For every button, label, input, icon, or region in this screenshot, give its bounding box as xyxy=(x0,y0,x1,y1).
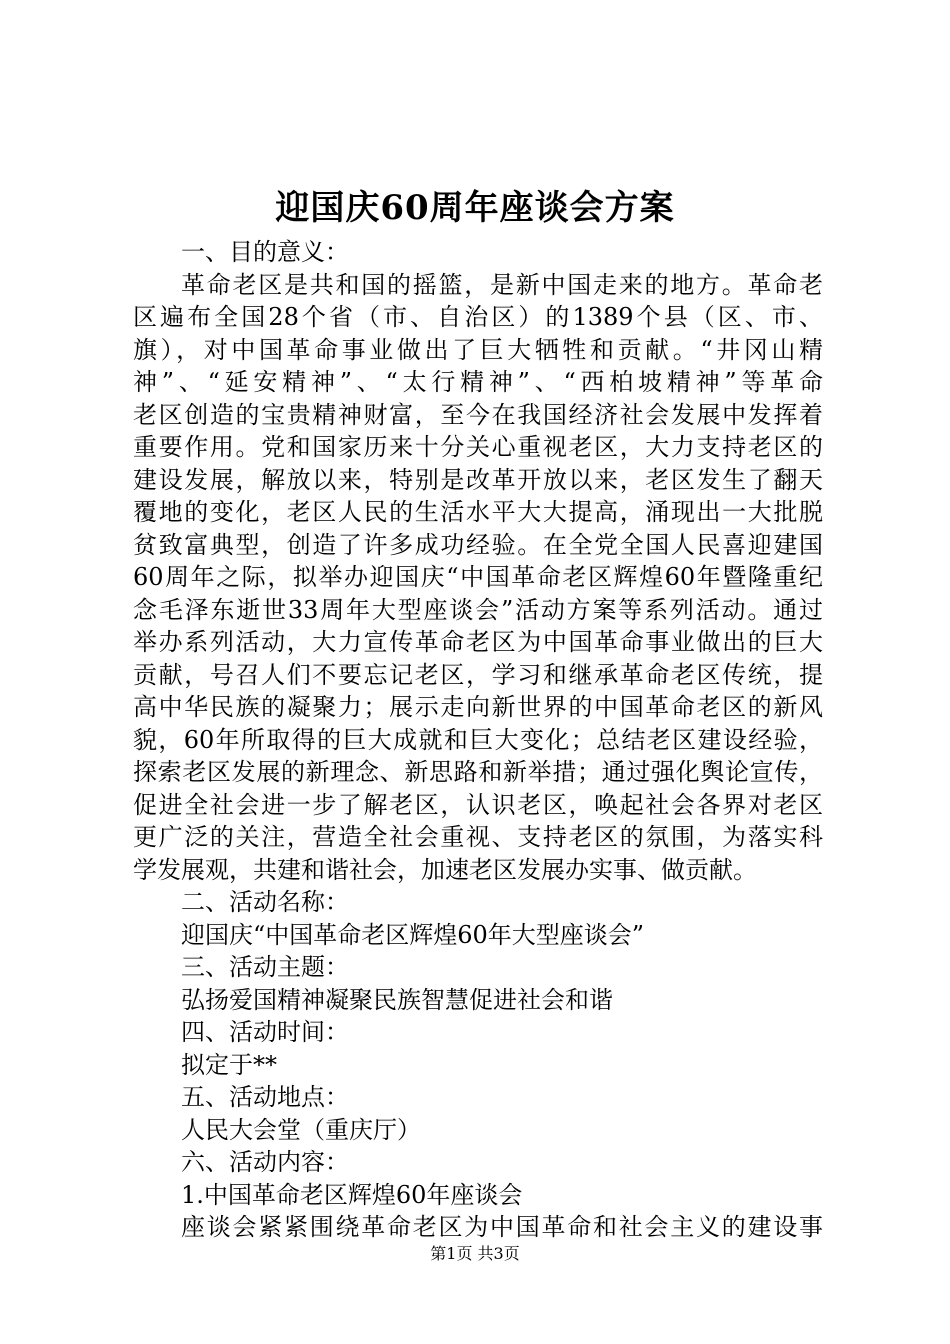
text-line: 神”、“延安精神”、“太行精神”、“西柏坡精神”等革命 xyxy=(133,368,823,396)
text-line: 贡献，号召人们不要忘记老区，学习和继承革命老区传统，提 xyxy=(133,660,823,689)
page-footer: 第1页 共3页 xyxy=(430,1244,520,1263)
text-line: 一、目的意义： xyxy=(181,238,349,266)
text-line: 念毛泽东逝世33周年大型座谈会”活动方案等系列活动。通过 xyxy=(133,595,823,624)
text-line: 区遍布全国28个省（市、自治区）的1389个县（区、市、 xyxy=(133,303,823,331)
text-line: 三、活动主题： xyxy=(181,953,349,981)
text-line: 旗），对中国革命事业做出了巨大牺牲和贡献。“井冈山精 xyxy=(133,335,823,364)
text-line: 学发展观，共建和谐社会，加速老区发展办实事、做贡献。 xyxy=(133,855,757,884)
text-line: 60周年之际，拟举办迎国庆“中国革命老区辉煌60年暨隆重纪 xyxy=(133,563,823,591)
text-line: 1.中国革命老区辉煌60年座谈会 xyxy=(181,1180,523,1209)
text-line: 貌，60年所取得的巨大成就和巨大变化；总结老区建设经验， xyxy=(133,725,823,754)
text-line: 覆地的变化，老区人民的生活水平大大提高，涌现出一大批脱 xyxy=(133,498,823,526)
text-line: 革命老区是共和国的摇篮，是新中国走来的地方。革命老 xyxy=(181,270,823,299)
text-line: 拟定于** xyxy=(181,1050,277,1079)
text-line: 老区创造的宝贵精神财富，至今在我国经济社会发展中发挥着 xyxy=(133,400,823,429)
text-line: 二、活动名称： xyxy=(181,888,349,916)
document-title: 迎国庆60周年座谈会方案 xyxy=(275,188,675,228)
text-line: 促进全社会进一步了解老区，认识老区，唤起社会各界对老区 xyxy=(133,790,823,819)
text-line: 弘扬爱国精神凝聚民族智慧促进社会和谐 xyxy=(181,985,613,1014)
text-line: 举办系列活动，大力宣传革命老区为中国革命事业做出的巨大 xyxy=(133,628,823,656)
text-line: 贫致富典型，创造了许多成功经验。在全党全国人民喜迎建国 xyxy=(133,530,823,559)
text-line: 建设发展，解放以来，特别是改革开放以来，老区发生了翻天 xyxy=(133,465,823,494)
text-line: 座谈会紧紧围绕革命老区为中国革命和社会主义的建设事 xyxy=(181,1213,823,1241)
text-line: 四、活动时间： xyxy=(181,1018,349,1046)
text-line: 探索老区发展的新理念、新思路和新举措；通过强化舆论宣传， xyxy=(133,758,823,786)
text-line: 重要作用。党和国家历来十分关心重视老区，大力支持老区的 xyxy=(133,433,823,461)
text-line: 更广泛的关注，营造全社会重视、支持老区的氛围，为落实科 xyxy=(133,823,823,851)
text-line: 高中华民族的凝聚力；展示走向新世界的中国革命老区的新风 xyxy=(133,693,823,721)
text-line: 迎国庆“中国革命老区辉煌60年大型座谈会” xyxy=(181,920,645,949)
text-line: 六、活动内容： xyxy=(181,1148,349,1176)
text-line: 人民大会堂（重庆厅） xyxy=(181,1115,421,1144)
text-line: 五、活动地点： xyxy=(181,1083,349,1111)
document-body xyxy=(133,236,823,1244)
